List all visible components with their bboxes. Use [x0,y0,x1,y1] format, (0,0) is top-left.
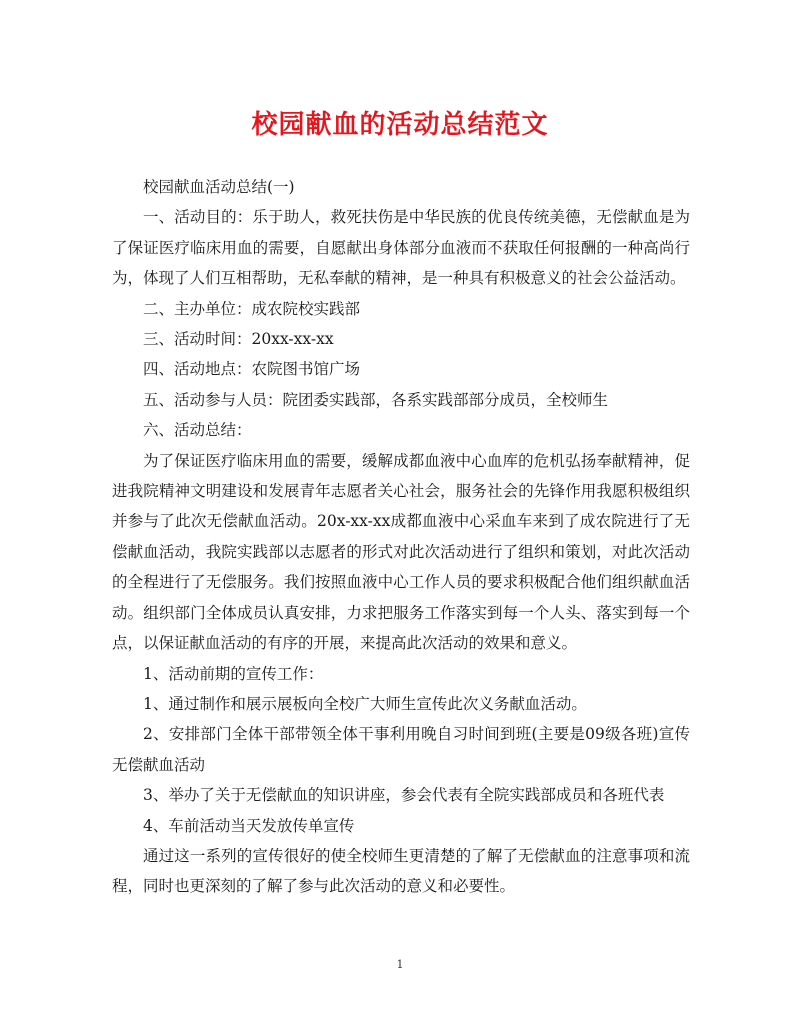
paragraph-promotion-heading: 1、活动前期的宣传工作： [143,664,324,683]
document-title: 校园献血的活动总结范文 [251,110,549,140]
paragraph-summary-heading: 六、活动总结： [143,421,252,440]
paragraph-item-2: 2、安排部门全体干部带领全体干事利用晚自习时间到班(主要是09级各班)宣传无偿献血活动 [112,725,690,774]
paragraph-purpose: 一、活动目的：乐于助人，救死扶伤是中华民族的优良传统美德，无偿献血是为了保证医疗临床用血的需要，自愿献出身体部分血液而不获取任何报酬的一种高尚行为，体现了人们互相帮助，无私奉献的精神，是一种具有积极意义的社会公益活动。 [112,208,690,288]
paragraph-item-4: 4、车前活动当天发放传单宣传 [143,816,355,835]
paragraph-conclusion: 通过这一系列的宣传很好的使全校师生更清楚的了解了无偿献血的注意事项和流程，同时也更深刻的了解了参与此次活动的意义和必要性。 [112,846,690,896]
paragraph-item-1: 1、通过制作和展示展板向全校广大师生宣传此次义务献血活动。 [143,694,587,713]
paragraph-organizer: 二、主办单位：成农院校实践部 [143,299,361,318]
paragraph-time: 三、活动时间：20xx-xx-xx [143,330,334,349]
page-number: 1 [396,958,404,971]
paragraph-location: 四、活动地点：农院图书馆广场 [143,360,361,379]
section-heading: 校园献血活动总结(一) [143,178,295,196]
paragraph-item-3: 3、举办了关于无偿献血的知识讲座，参会代表有全院实践部成员和各班代表 [143,786,665,805]
paragraph-participants: 五、活动参与人员：院团委实践部，各系实践部部分成员，全校师生 [143,390,609,409]
document-body [112,172,690,902]
paragraph-summary: 为了保证医疗临床用血的需要，缓解成都血液中心血库的危机弘扬奉献精神，促进我院精神文明建设和发展青年志愿者关心社会，服务社会的先锋作用我愿积极组织并参与了此次无偿献血活动。20x-xx-xx成都血液中心采血车来到了成农院进行了无偿献血活动，我院实践部以志愿者的形式对此次活动进行了组织和策划，对此次活动的全程进行了无偿服务。我们按照血液中心工作人员的要求积极配合他们组织献血活动。组织部门全体成员认真安排，力求把服务工作落实到每一个人头、落实到每一个点，以保证献血活动的有序的开展，来提高此次活动的效果和意义。 [112,451,690,653]
